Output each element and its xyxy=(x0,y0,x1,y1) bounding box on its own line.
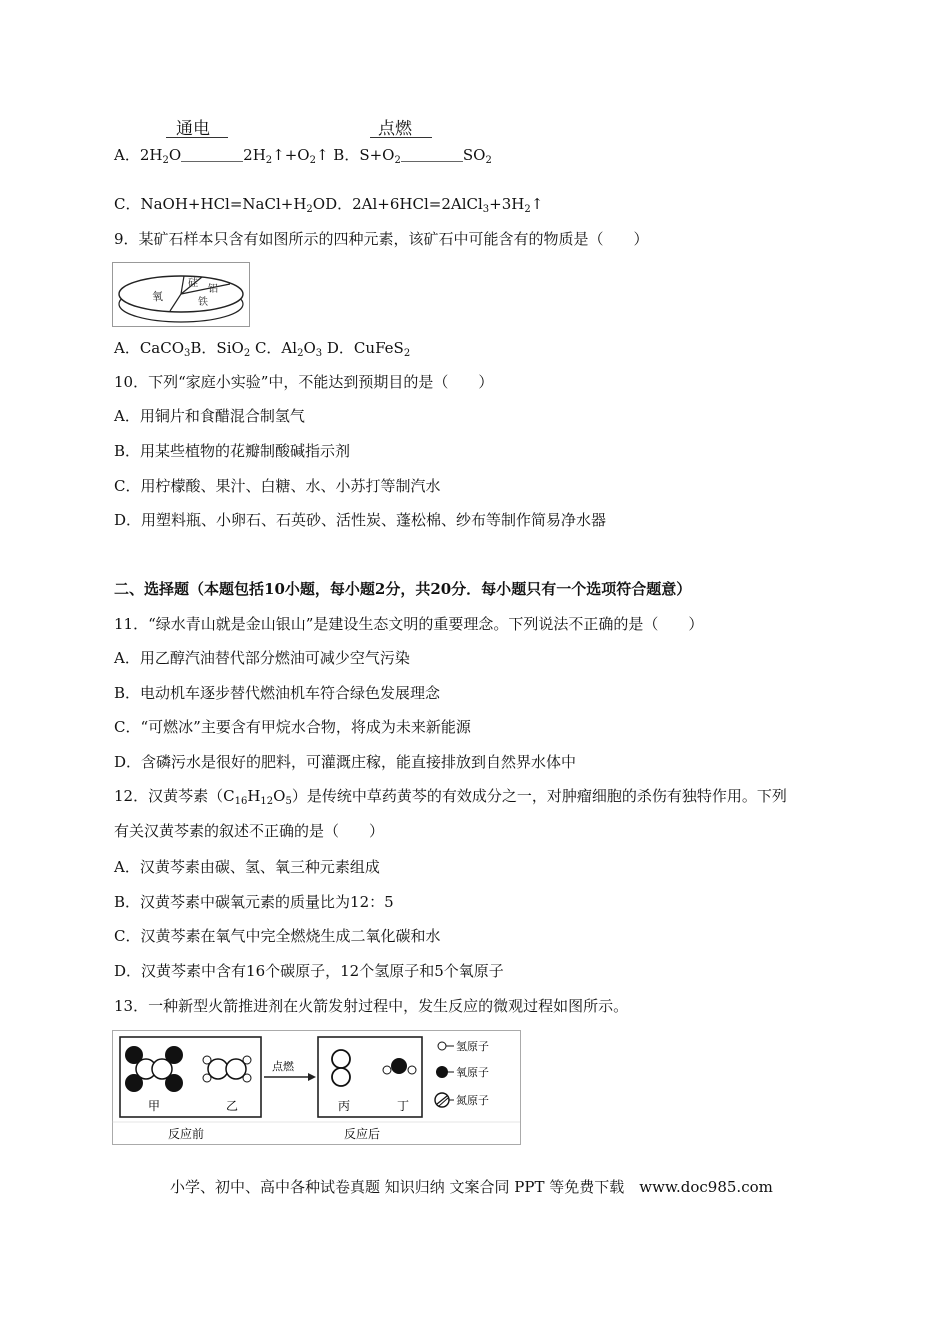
page-footer: 小学、初中、高中各种试卷真题 知识归纳 文案合同 PPT 等免费下载 www.doc985.com xyxy=(170,1178,773,1196)
label-bing: 丙 xyxy=(338,1099,351,1113)
q11-option-a: A．用乙醇汽油替代部分燃油可减少空气污染 xyxy=(114,649,410,667)
q11-option-b: B．电动机车逐步替代燃油机车符合绿色发展理念 xyxy=(114,684,441,702)
q9-options: A．CaCO$_3$B．SiO$_2$ C．$Al_2O_3$ D．CuFeS$_2$ xyxy=(114,339,411,359)
legend-nitrogen: 氮原子 xyxy=(456,1094,489,1107)
label-before: 反应前 xyxy=(168,1127,205,1141)
pie-label-silicon: 硅 xyxy=(188,278,198,289)
equation-blank xyxy=(401,147,463,162)
legend-oxygen: 氧原子 xyxy=(456,1066,489,1079)
q10-option-a: A．用铜片和食醋混合制氢气 xyxy=(114,407,305,425)
condition-ignite: 点燃 xyxy=(378,119,412,139)
label-yi: 乙 xyxy=(226,1099,239,1113)
section-heading: 二、选择题（本题包括10小题，每小题2分，共20分．每小题只有一个选项符合题意） xyxy=(114,580,692,598)
label-arrow-ignite: 点燃 xyxy=(272,1060,294,1073)
q10-option-c: C．用柠檬酸、果汁、白糖、水、小苏打等制汽水 xyxy=(114,477,441,495)
q12-option-b: B．汉黄芩素中碳氧元素的质量比为12：5 xyxy=(114,893,394,911)
q12-option-c: C．汉黄芩素在氧气中完全燃烧生成二氧化碳和水 xyxy=(114,927,441,945)
q10-option-b: B．用某些植物的花瓣制酸碱指示剂 xyxy=(114,442,351,460)
q12-option-d: D．汉黄芩素中含有16个碳原子，12个氢原子和5个氧原子 xyxy=(114,962,504,980)
equation-blank xyxy=(181,147,243,162)
q10-option-d: D．用塑料瓶、小卵石、石英砂、活性炭、蓬松棉、纱布等制作简易净水器 xyxy=(114,511,607,529)
q10-stem: 10．下列“家庭小实验”中，不能达到预期目的是（ ） xyxy=(114,373,494,391)
q12-stem-line2: 有关汉黄芩素的叙述不正确的是（ ） xyxy=(114,822,385,840)
q11-option-d: D．含磷污水是很好的肥料，可灌溉庄稼，能直接排放到自然界水体中 xyxy=(114,753,577,771)
condition-bar xyxy=(370,137,432,138)
label-after: 反应后 xyxy=(344,1127,381,1141)
reaction-micro-diagram xyxy=(112,1030,522,1146)
label-ding: 丁 xyxy=(397,1099,410,1113)
legend-hydrogen: 氢原子 xyxy=(456,1040,489,1053)
q11-stem: 11．“绿水青山就是金山银山”是建设生态文明的重要理念。下列说法不正确的是（ ） xyxy=(114,615,704,633)
q11-option-c: C．“可燃冰”主要含有甲烷水合物，将成为未来新能源 xyxy=(114,718,471,736)
q12-stem-line1: 12．汉黄芩素$(C_{16}H_{12}O_5)$是传统中草药黄芩的有效成分之一，对肿瘤细胞的杀伤有独特作用。下列 xyxy=(114,787,787,807)
q9-stem: 9．某矿石样本只含有如图所示的四种元素，该矿石中可能含有的物质是（ ） xyxy=(114,230,649,248)
condition-electrolysis: 通电 xyxy=(176,119,210,139)
pie-label-aluminum: 铝 xyxy=(208,284,218,295)
q8-options-ab: A．$2H_2O$ $2H_2↑+O_2↑$ B．$S+O_2$ $SO_2$ xyxy=(114,146,492,166)
condition-bar xyxy=(166,137,228,138)
q13-stem: 13．一种新型火箭推进剂在火箭发射过程中，发生反应的微观过程如图所示。 xyxy=(114,997,629,1015)
q8-options-cd: C．$NaOH+HCl=NaCl+H_2OD$．$2Al+6HCl=2AlCl_3+3H_2↑$ xyxy=(114,195,544,215)
q12-option-a: A．汉黄芩素由碳、氢、氧三种元素组成 xyxy=(114,858,380,876)
element-pie-chart xyxy=(112,262,252,328)
pie-label-oxygen: 氧 xyxy=(152,290,163,303)
pie-label-iron: 铁 xyxy=(198,297,208,308)
label-jia: 甲 xyxy=(148,1099,161,1113)
legend xyxy=(435,1039,489,1107)
